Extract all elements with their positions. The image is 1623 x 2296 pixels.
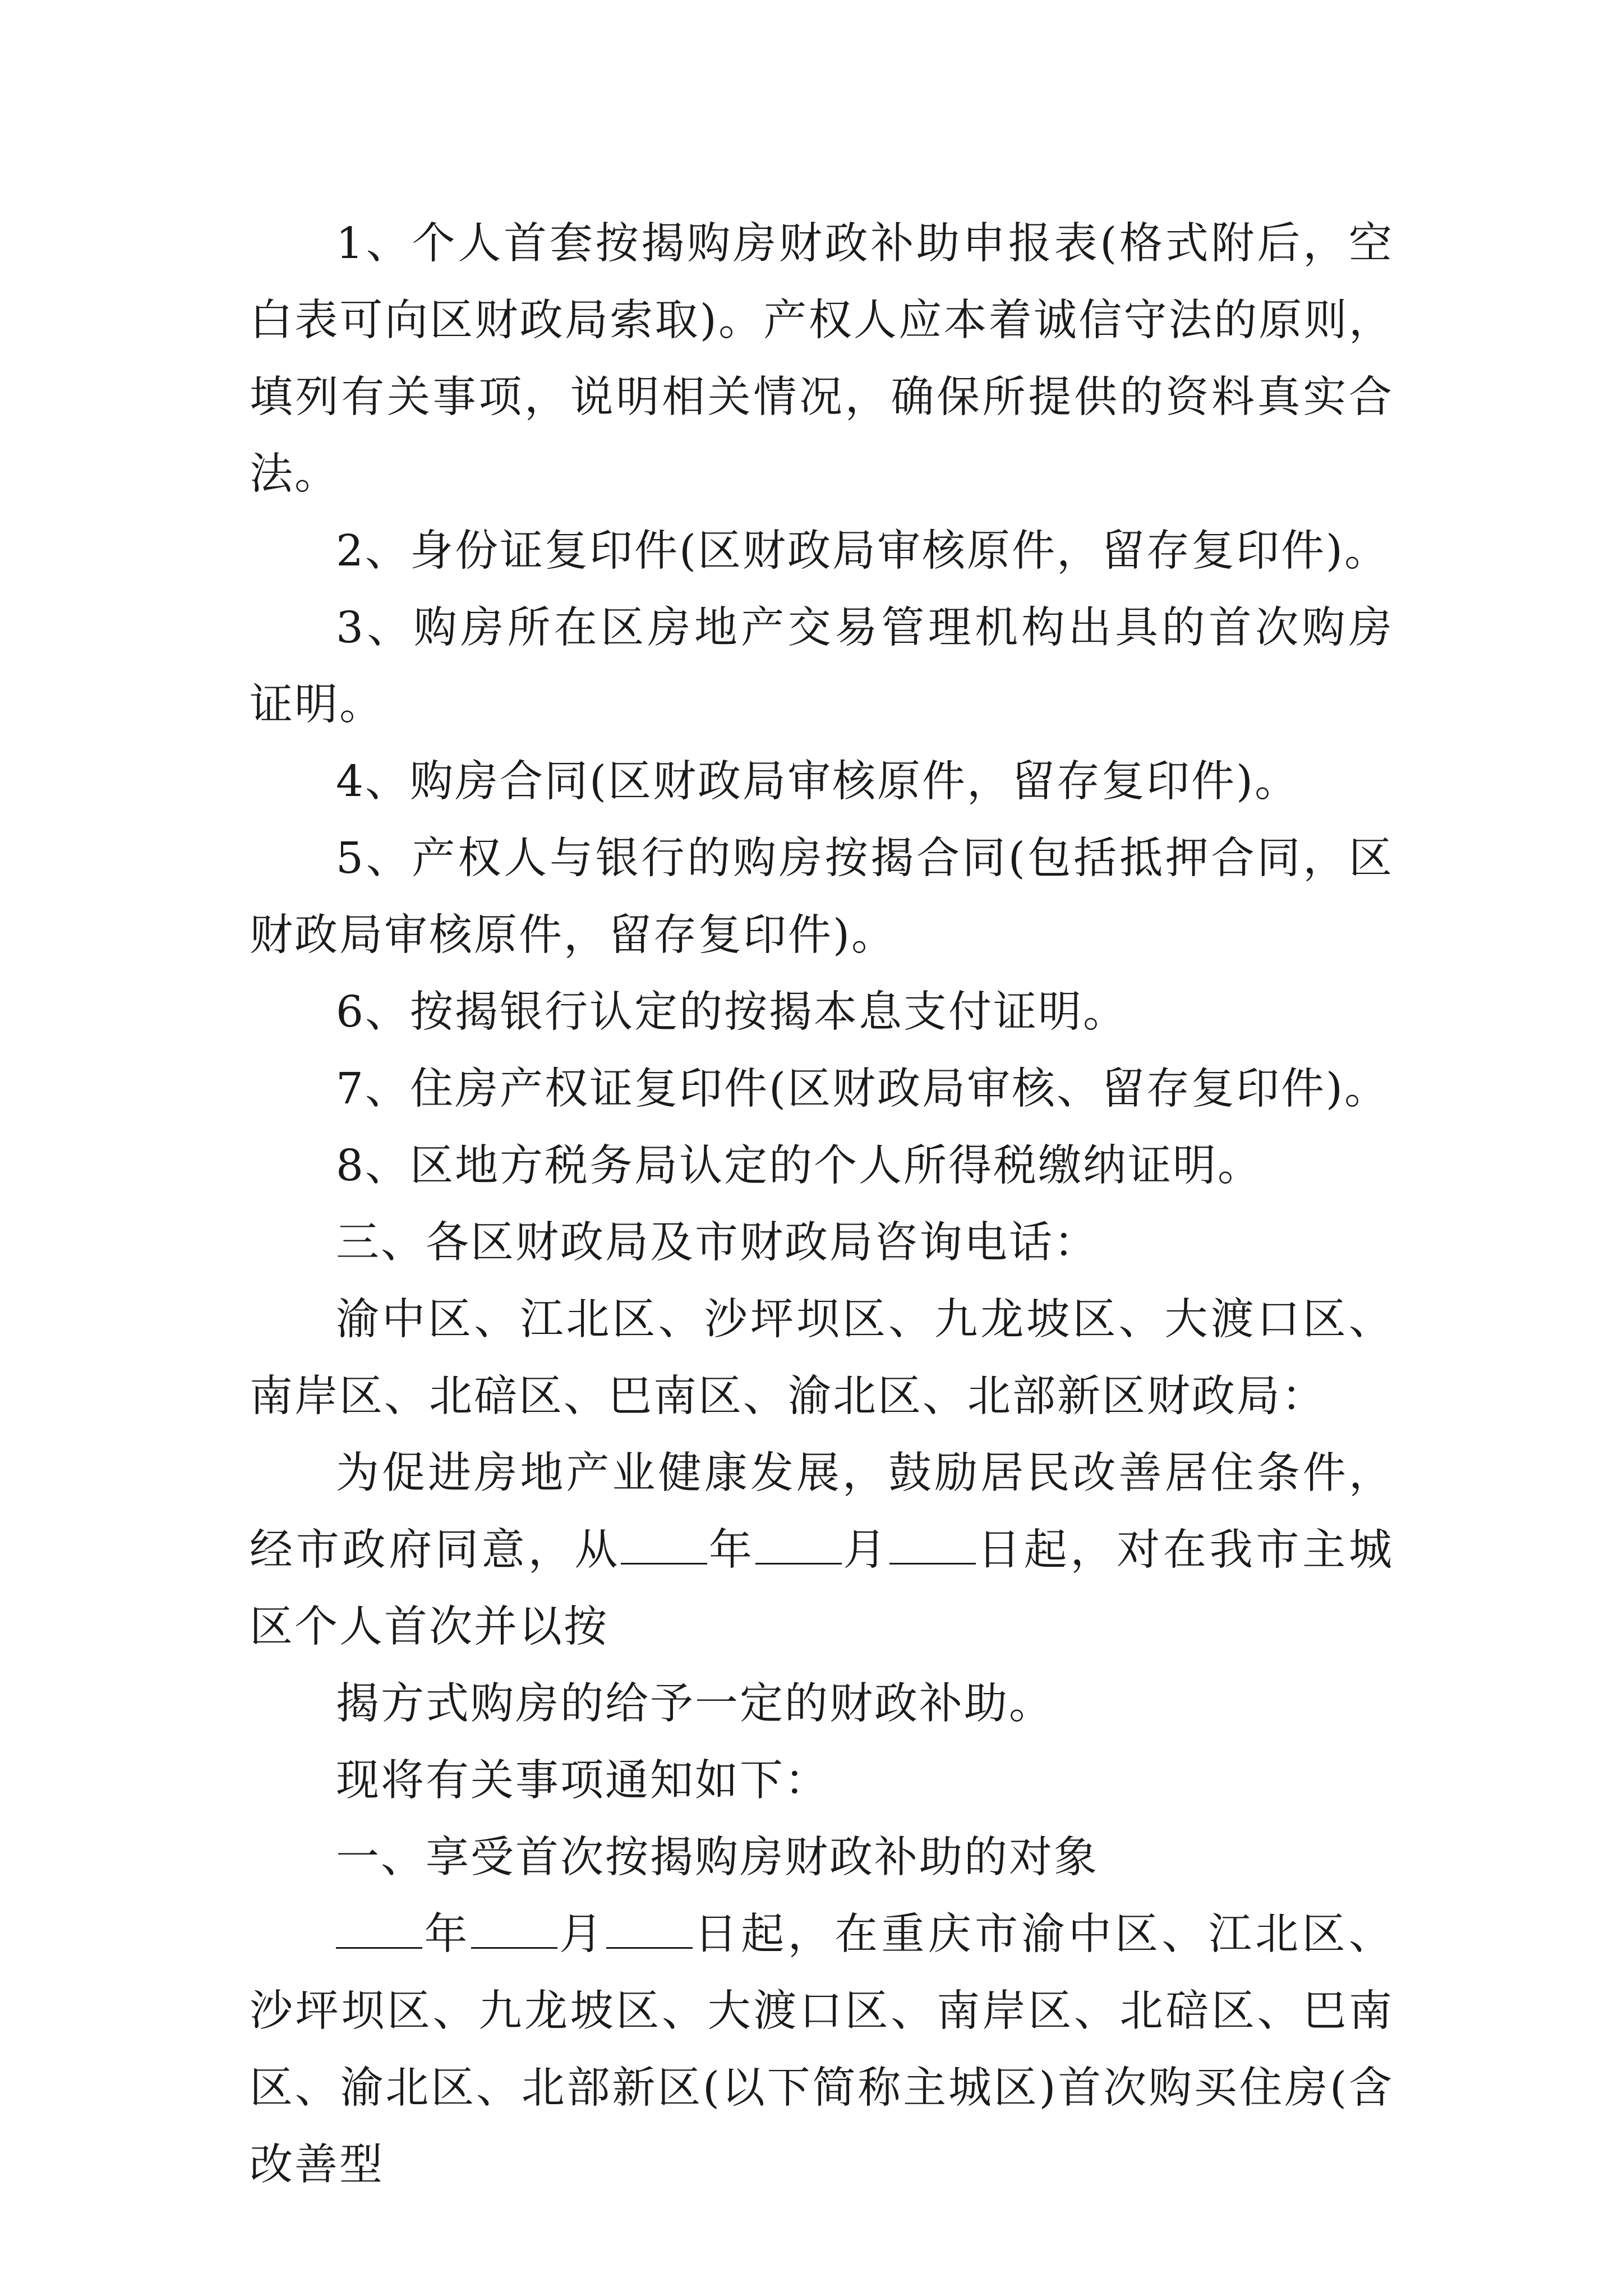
year-blank	[621, 1524, 707, 1565]
day-blank-2	[606, 1908, 693, 1949]
paragraph-7: 7、住房产权证复印件(区财政局审核、留存复印件)。	[336, 1064, 1390, 1114]
paragraph-5: 5、产权人与银行的购房按揭合同(包括抵押合同，区财政局审核原件，留存复印件)。	[250, 834, 1394, 960]
section-heading-1: 一、享受首次按揭购房财政补助的对象	[336, 1833, 1099, 1883]
paragraph-2: 2、身份证复印件(区财政局审核原件，留存复印件)。	[336, 526, 1390, 576]
paragraph-6: 6、按揭银行认定的按揭本息支付证明。	[336, 987, 1128, 1037]
elig-text-d: 日起，在重庆市渝中区、江北区、沙坪坝区、九龙坡区、大渡口区、南岸区、北碚区、巴南区、渝北区、北部新区(以下简称主城区)首次购买住房(含改善型	[250, 1910, 1394, 2190]
month-blank	[755, 1524, 842, 1565]
paragraph-1: 1、个人首套按揭购房财政补助申报表(格式附后，空白表可向区财政局索取)。产权人应本着诚信守法的原则，填列有关事项，说明相关情况，确保所提供的资料真实合法。	[250, 219, 1394, 499]
paragraph-intro-cont: 揭方式购房的给予一定的财政补助。	[336, 1679, 1054, 1729]
intro-year-label: 年	[707, 1525, 755, 1575]
intro-text-a: 为促进房地产业健康发展，鼓励居民改善居住条件，经市政府同意，从	[250, 1448, 1394, 1575]
document-body	[250, 205, 1394, 2203]
paragraph-addressees: 渝中区、江北区、沙坪坝区、九龙坡区、大渡口区、南岸区、北碚区、巴南区、渝北区、北部新区财政局：	[250, 1295, 1394, 1421]
elig-month-label: 月	[557, 1910, 606, 1959]
paragraph-notice: 现将有关事项通知如下：	[336, 1756, 829, 1806]
intro-text-d: 日起，对在我市主城区个人首次并以按	[250, 1525, 1394, 1652]
paragraph-8: 8、区地方税务局认定的个人所得税缴纳证明。	[336, 1141, 1262, 1191]
paragraph-eligibility	[250, 1896, 1394, 2203]
paragraph-intro	[250, 1435, 1394, 1665]
year-blank-2	[336, 1908, 422, 1949]
intro-month-label: 月	[841, 1525, 890, 1575]
paragraph-4: 4、购房合同(区财政局审核原件，留存复印件)。	[336, 757, 1300, 807]
month-blank-2	[471, 1908, 557, 1949]
paragraph-3: 3、购房所在区房地产交易管理机构出具的首次购房证明。	[250, 603, 1394, 730]
section-heading-3: 三、各区财政局及市财政局咨询电话：	[336, 1218, 1099, 1268]
day-blank	[889, 1524, 976, 1565]
elig-year-label: 年	[422, 1910, 471, 1959]
